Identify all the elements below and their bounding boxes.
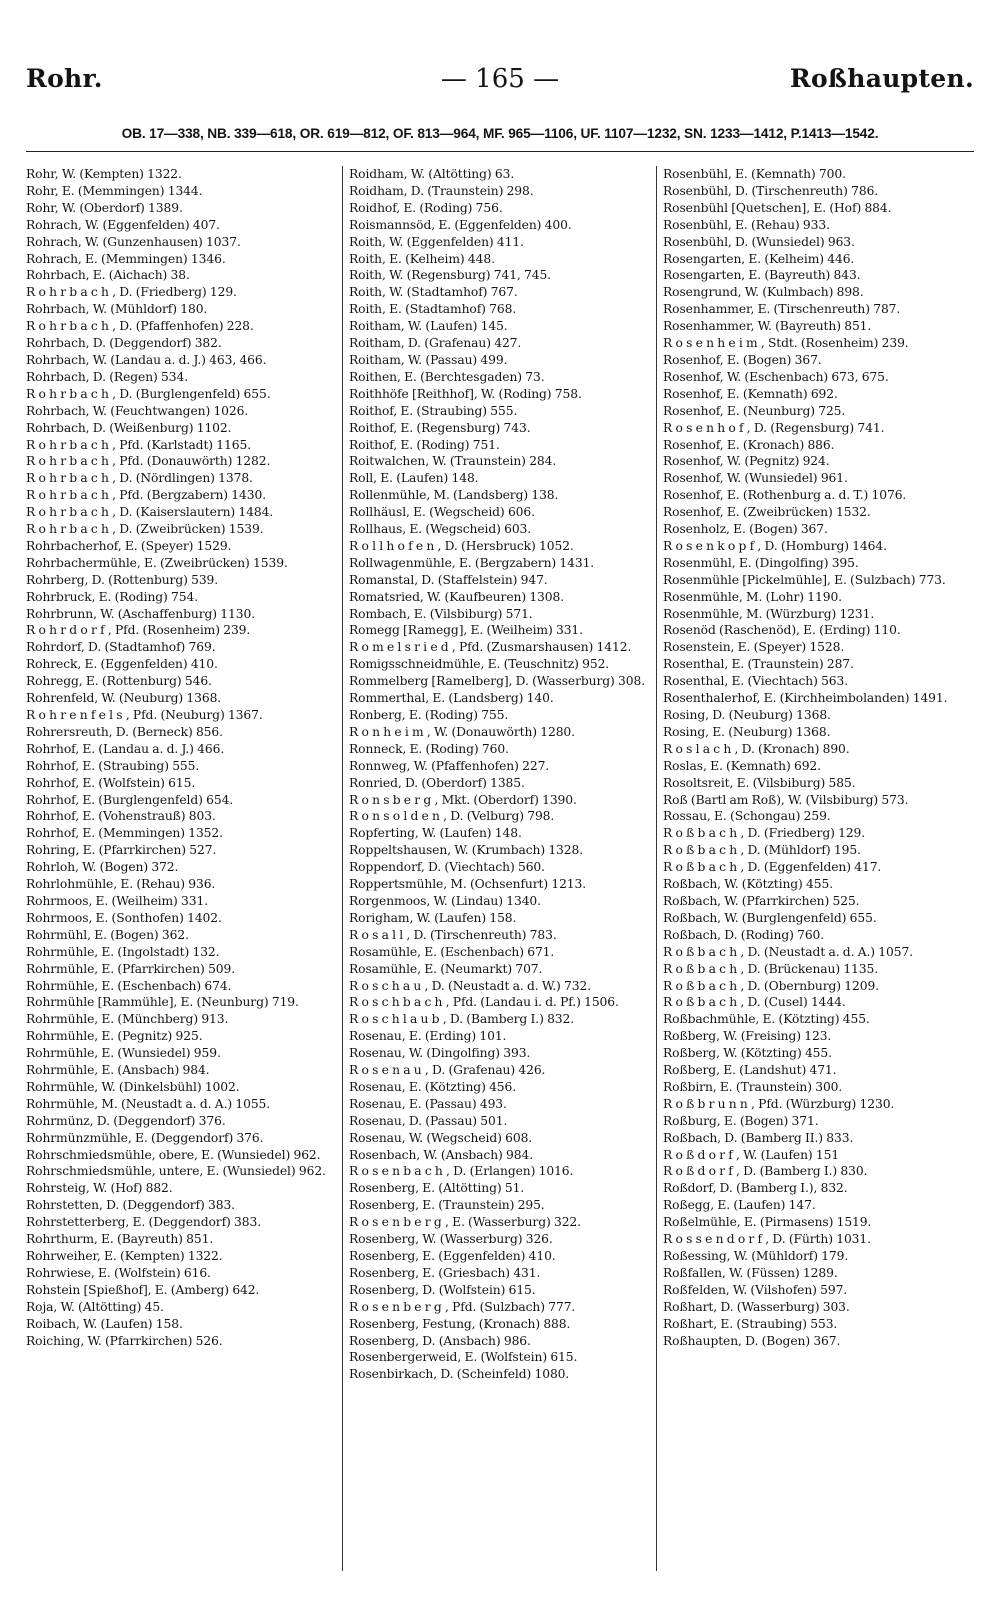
index-columns: [26, 166, 975, 1571]
index-entry: R o ß b a c h , D. (Mühldorf) 195.: [663, 843, 861, 858]
index-entry: Rohrbach, D. (Deggendorf) 382.: [26, 336, 222, 351]
index-entry: Rohrsteig, W. (Hof) 882.: [26, 1181, 173, 1196]
index-entry: Roßelmühle, E. (Pirmasens) 1519.: [663, 1215, 872, 1230]
index-entry: Rohrloh, W. (Bogen) 372.: [26, 860, 179, 875]
index-entry: Rosenthalerhof, E. (Kirchheimbolanden) 1491.: [663, 691, 948, 706]
index-entry: Rosenberg, E. (Altötting) 51.: [349, 1181, 525, 1196]
index-entry: Rosenmühl, E. (Dingolfing) 395.: [663, 555, 859, 570]
index-entry: Roppeltshausen, W. (Krumbach) 1328.: [349, 843, 584, 858]
index-entry: R o s c h a u , D. (Neustadt a. d. W.) 732.: [349, 978, 592, 993]
index-entry: Rosenmühle [Pickelmühle], E. (Sulzbach) 773.: [663, 572, 946, 587]
index-entry: Roßbach, W. (Pfarrkirchen) 525.: [663, 893, 860, 908]
index-entry: Rosoltsreit, E. (Vilsbiburg) 585.: [663, 775, 856, 790]
index-entry: Rosenberg, W. (Wasserburg) 326.: [349, 1232, 553, 1247]
index-entry: Rollwagenmühle, E. (Bergzabern) 1431.: [349, 555, 595, 570]
index-entry: Rosamühle, E. (Neumarkt) 707.: [349, 961, 543, 976]
index-entry: Rosenhof, E. (Rothenburg a. d. T.) 1076.: [663, 488, 907, 503]
index-entry: Rohrhof, E. (Straubing) 555.: [26, 758, 200, 773]
index-entry: Rosenberg, Festung, (Kronach) 888.: [349, 1316, 571, 1331]
index-entry: Roßhaupten, D. (Bogen) 367.: [663, 1333, 841, 1348]
index-entry: Rohrberg, D. (Rottenburg) 539.: [26, 572, 219, 587]
index-entry: Ronnweg, W. (Pfaffenhofen) 227.: [349, 758, 550, 773]
index-entry: R o h r b a c h , D. (Pfaffenhofen) 228.: [26, 319, 254, 334]
index-entry: Roismannsöd, E. (Eggenfelden) 400.: [349, 217, 572, 232]
index-entry: Rosenthal, E. (Viechtach) 563.: [663, 674, 849, 689]
index-entry: Roßbach, D. (Roding) 760.: [663, 927, 825, 942]
index-entry: Roßfallen, W. (Füssen) 1289.: [663, 1265, 838, 1280]
index-entry: Rorigham, W. (Laufen) 158.: [349, 910, 517, 925]
index-entry: Roslas, E. (Kemnath) 692.: [663, 758, 821, 773]
index-entry: Rohrstetterberg, E. (Deggendorf) 383.: [26, 1215, 262, 1230]
index-entry: Roitham, D. (Grafenau) 427.: [349, 336, 522, 351]
index-entry: Rohrbrunn, W. (Aschaffenburg) 1130.: [26, 606, 255, 621]
index-entry: Rosenbergerweid, E. (Wolfstein) 615.: [349, 1350, 578, 1365]
index-entry: Rosenstein, E. (Speyer) 1528.: [663, 640, 845, 655]
index-entry: Rohrweiher, E. (Kempten) 1322.: [26, 1249, 223, 1263]
index-entry: Roith, E. (Kelheim) 448.: [349, 251, 495, 266]
index-entry: Roßbirn, E. (Traunstein) 300.: [663, 1079, 843, 1094]
index-entry: Rosenbühl, E. (Kemnath) 700.: [663, 167, 846, 181]
index-entry: Rosenbühl, D. (Tirschenreuth) 786.: [663, 183, 879, 198]
index-entry: Roithen, E. (Berchtesgaden) 73.: [349, 369, 545, 384]
index-entry: R o h r b a c h , D. (Friedberg) 129.: [26, 285, 237, 300]
index-entry: R o s e n k o p f , D. (Homburg) 1464.: [663, 538, 887, 553]
index-entry: Roppertsmühle, M. (Ochsenfurt) 1213.: [349, 877, 587, 892]
header-rule: [26, 151, 974, 152]
index-entry: Roith, W. (Stadtamhof) 767.: [349, 285, 518, 300]
index-entry: R o ß b a c h , D. (Neustadt a. d. A.) 1057.: [663, 944, 914, 959]
index-entry: Rosenhof, E. (Neunburg) 725.: [663, 403, 846, 418]
index-entry: Rohrbach, D. (Regen) 534.: [26, 369, 189, 384]
index-entry: Rosenhof, E. (Kronach) 886.: [663, 437, 835, 452]
index-entry: Roßdorf, D. (Bamberg I.), 832.: [663, 1181, 848, 1196]
index-entry: Roith, W. (Eggenfelden) 411.: [349, 234, 524, 249]
index-entry: Roja, W. (Altötting) 45.: [26, 1299, 164, 1314]
page-header: [26, 64, 974, 104]
index-entry: R o s e n h e i m , Stdt. (Rosenheim) 239.: [663, 336, 909, 351]
index-entry: Rosenau, D. (Passau) 501.: [349, 1113, 508, 1128]
index-entry: Roithof, E. (Straubing) 555.: [349, 403, 518, 418]
index-entry: Rohrmoos, E. (Weilheim) 331.: [26, 893, 209, 908]
index-entry: Rosenau, W. (Wegscheid) 608.: [349, 1130, 533, 1145]
index-entry: Rohrwiese, E. (Wolfstein) 616.: [26, 1265, 211, 1280]
index-entry: Rohrbach, D. (Weißenburg) 1102.: [26, 420, 232, 435]
index-entry: Rohr, W. (Kempten) 1322.: [26, 167, 182, 181]
index-entry: Roidhof, E. (Roding) 756.: [349, 200, 503, 215]
index-entry: R o n s b e r g , Mkt. (Oberdorf) 1390.: [349, 792, 577, 807]
index-entry: Rohrmühle, E. (Wunsiedel) 959.: [26, 1046, 221, 1061]
index-entry: Rohrmühle, E. (Eschenbach) 674.: [26, 978, 232, 993]
index-entry: R o ß b a c h , D. (Brückenau) 1135.: [663, 961, 879, 976]
index-entry: Rosenbühl [Quetschen], E. (Hof) 884.: [663, 200, 892, 215]
index-entry: R o ß b r u n n , Pfd. (Würzburg) 1230.: [663, 1096, 895, 1111]
index-entry: Rohrstetten, D. (Deggendorf) 383.: [26, 1198, 235, 1213]
index-entry: Rohreck, E. (Eggenfelden) 410.: [26, 657, 218, 672]
index-entry: Rombach, E. (Vilsbiburg) 571.: [349, 606, 533, 621]
index-entry: R o s c h b a c h , Pfd. (Landau i. d. Pf.) 1506.: [349, 995, 619, 1010]
index-entry: Roßberg, E. (Landshut) 471.: [663, 1063, 837, 1078]
index-entry: Rommerthal, E. (Landsberg) 140.: [349, 691, 554, 706]
index-entry: Rohrbach, W. (Mühldorf) 180.: [26, 302, 208, 317]
index-entry: R o ß b a c h , D. (Obernburg) 1209.: [663, 978, 879, 993]
index-entry: Rosenbühl, D. (Wunsiedel) 963.: [663, 234, 855, 249]
index-entry: Rosenthal, E. (Traunstein) 287.: [663, 657, 854, 672]
index-entry: Roßbachmühle, E. (Kötzting) 455.: [663, 1012, 870, 1027]
index-entry: R o ß d o r f , D. (Bamberg I.) 830.: [663, 1164, 868, 1179]
index-entry: Rohrbachermühle, E. (Zweibrücken) 1539.: [26, 555, 288, 570]
index-entry: Rohrhof, E. (Vohenstrauß) 803.: [26, 809, 216, 824]
running-head-right: Roßhaupten.: [789, 64, 974, 93]
index-entry: R o s c h l a u b , D. (Bamberg I.) 832.: [349, 1012, 575, 1027]
index-entry: Rohrenfeld, W. (Neuburg) 1368.: [26, 691, 222, 706]
index-entry: Roitham, W. (Laufen) 145.: [349, 319, 508, 334]
index-entry: Rohrhof, E. (Wolfstein) 615.: [26, 775, 196, 790]
index-entry: Roßhart, D. (Wasserburg) 303.: [663, 1299, 850, 1314]
index-entry: Rollhäusl, E. (Wegscheid) 606.: [349, 505, 535, 520]
index-entry: Rohrschmiedsmühle, untere, E. (Wunsiedel) 962.: [26, 1164, 326, 1179]
index-entry: Rosenhof, E. (Zweibrücken) 1532.: [663, 505, 871, 520]
index-entry: Rohrdorf, D. (Stadtamhof) 769.: [26, 640, 216, 655]
index-entry: Rohrmühle, E. (Pegnitz) 925.: [26, 1029, 203, 1044]
index-entry: R o s l a c h , D. (Kronach) 890.: [663, 741, 850, 756]
column-3: [656, 166, 975, 1571]
index-entry: Rosengarten, E. (Bayreuth) 843.: [663, 268, 861, 283]
index-entry: Rohrmühle, M. (Neustadt a. d. A.) 1055.: [26, 1096, 271, 1111]
index-entry: Rohrmünz, D. (Deggendorf) 376.: [26, 1113, 226, 1128]
index-entry: Rohrmühle, E. (Ingolstadt) 132.: [26, 944, 220, 959]
index-entry: R o s a l l , D. (Tirschenreuth) 783.: [349, 927, 557, 942]
index-entry: Rosenhof, W. (Eschenbach) 673, 675.: [663, 369, 889, 384]
index-entry: R o h r b a c h , Pfd. (Karlstadt) 1165.: [26, 437, 252, 452]
index-entry: R o h r b a c h , D. (Burglengenfeld) 655.: [26, 386, 271, 401]
index-entry: Rohrmühle, E. (Pfarrkirchen) 509.: [26, 961, 236, 976]
index-entry: Rosenau, E. (Erding) 101.: [349, 1029, 507, 1044]
district-abbreviations: OB. 17—338, NB. 339—618, OR. 619—812, OF. 813—964, MF. 965—1106, UF. 1107—1232, SN. 1233—1412, P.1413—1542.: [121, 126, 879, 141]
index-entry: R o n s o l d e n , D. (Velburg) 798.: [349, 809, 555, 824]
index-entry: Rosenhammer, E. (Tirschenreuth) 787.: [663, 302, 901, 317]
index-entry: Roßbach, D. (Bamberg II.) 833.: [663, 1130, 854, 1145]
index-entry: Rosing, D. (Neuburg) 1368.: [663, 708, 831, 722]
index-entry: Rohrlohmühle, E. (Rehau) 936.: [26, 877, 216, 892]
index-entry: R o h r e n f e l s , Pfd. (Neuburg) 1367.: [26, 708, 263, 722]
index-entry: Rohrbruck, E. (Roding) 754.: [26, 589, 199, 604]
index-entry: Rohregg, E. (Rottenburg) 546.: [26, 674, 212, 689]
index-entry: Rosenhof, W. (Pegnitz) 924.: [663, 454, 830, 469]
index-entry: Rosenau, E. (Passau) 493.: [349, 1096, 507, 1111]
index-entry: Rohrschmiedsmühle, obere, E. (Wunsiedel) 962.: [26, 1147, 321, 1162]
index-entry: Rosenberg, D. (Ansbach) 986.: [349, 1333, 531, 1348]
index-entry: Roidham, D. (Traunstein) 298.: [349, 183, 534, 198]
index-entry: Roidham, W. (Altötting) 63.: [349, 167, 515, 181]
index-entry: Rosamühle, E. (Eschenbach) 671.: [349, 944, 555, 959]
index-entry: Roßberg, W. (Kötzting) 455.: [663, 1046, 832, 1061]
index-entry: R o n h e i m , W. (Donauwörth) 1280.: [349, 724, 575, 739]
index-entry: Rohrthurm, E. (Bayreuth) 851.: [26, 1232, 214, 1247]
index-entry: Rorgenmoos, W. (Lindau) 1340.: [349, 893, 541, 908]
index-entry: R o s s e n d o r f , D. (Fürth) 1031.: [663, 1232, 871, 1247]
index-entry: R o s e n b e r g , E. (Wasserburg) 322.: [349, 1215, 581, 1230]
index-entry: R o ß b a c h , D. (Friedberg) 129.: [663, 826, 866, 841]
index-entry: Rohrbacherhof, E. (Speyer) 1529.: [26, 538, 232, 553]
index-entry: R o h r b a c h , Pfd. (Bergzabern) 1430.: [26, 488, 267, 503]
index-entry: Rosenbühl, E. (Rehau) 933.: [663, 217, 830, 232]
index-entry: R o ß b a c h , D. (Eggenfelden) 417.: [663, 860, 882, 875]
index-entry: Ronberg, E. (Roding) 755.: [349, 708, 509, 722]
index-entry: R o h r b a c h , D. (Nördlingen) 1378.: [26, 471, 253, 486]
index-entry: R o s e n b a c h , D. (Erlangen) 1016.: [349, 1164, 574, 1179]
index-entry: R o ß d o r f , W. (Laufen) 151: [663, 1147, 840, 1162]
index-entry: Rossau, E. (Schongau) 259.: [663, 809, 831, 824]
index-entry: R o s e n b e r g , Pfd. (Sulzbach) 777.: [349, 1299, 576, 1314]
index-entry: Rosenau, E. (Kötzting) 456.: [349, 1079, 517, 1094]
index-entry: Rosenberg, E. (Eggenfelden) 410.: [349, 1249, 556, 1263]
index-entry: Romanstal, D. (Staffelstein) 947.: [349, 572, 548, 587]
index-entry: Roithof, E. (Regensburg) 743.: [349, 420, 531, 435]
index-entry: Roith, W. (Regensburg) 741, 745.: [349, 268, 552, 283]
index-entry: Romegg [Ramegg], E. (Weilheim) 331.: [349, 623, 583, 638]
index-entry: Rohrbach, W. (Feuchtwangen) 1026.: [26, 403, 249, 418]
index-entry: Rosengarten, E. (Kelheim) 446.: [663, 251, 855, 266]
index-entry: Roßbach, W. (Kötzting) 455.: [663, 877, 834, 892]
index-entry: Rohstein [Spießhof], E. (Amberg) 642.: [26, 1282, 260, 1297]
index-entry: Roithhöfe [Reithhof], W. (Roding) 758.: [349, 386, 582, 401]
index-entry: R o h r b a c h , D. (Zweibrücken) 1539.: [26, 522, 264, 537]
index-entry: Rosenholz, E. (Bogen) 367.: [663, 522, 828, 537]
index-entry: Roßburg, E. (Bogen) 371.: [663, 1113, 819, 1128]
index-entry: Roßessing, W. (Mühldorf) 179.: [663, 1249, 849, 1263]
index-entry: Rosenöd (Raschenöd), E. (Erding) 110.: [663, 623, 901, 638]
running-head-left: Rohr.: [26, 64, 103, 93]
index-entry: R o h r d o r f , Pfd. (Rosenheim) 239.: [26, 623, 251, 638]
index-entry: Rohr, W. (Oberdorf) 1389.: [26, 200, 183, 215]
index-entry: Rohrmoos, E. (Sonthofen) 1402.: [26, 910, 222, 925]
index-entry: R o l l h o f e n , D. (Hersbruck) 1052.: [349, 538, 574, 553]
index-entry: Roll, E. (Laufen) 148.: [349, 471, 479, 486]
index-entry: R o h r b a c h , Pfd. (Donauwörth) 1282.: [26, 454, 271, 469]
index-entry: Roitwalchen, W. (Traunstein) 284.: [349, 454, 557, 469]
index-entry: Rosenberg, E. (Traunstein) 295.: [349, 1198, 545, 1213]
index-entry: Rohrhof, E. (Landau a. d. J.) 466.: [26, 741, 225, 756]
index-entry: Rohrbach, E. (Aichach) 38.: [26, 268, 190, 283]
index-entry: R o h r b a c h , D. (Kaiserslautern) 1484.: [26, 505, 274, 520]
index-entry: Roitham, W. (Passau) 499.: [349, 352, 508, 367]
index-entry: R o s e n h o f , D. (Regensburg) 741.: [663, 420, 885, 435]
index-entry: Rohrmühl, E. (Bogen) 362.: [26, 927, 189, 942]
index-entry: Rollhaus, E. (Wegscheid) 603.: [349, 522, 532, 537]
index-entry: Roppendorf, D. (Viechtach) 560.: [349, 860, 545, 875]
index-entry: Rommelberg [Ramelberg], D. (Wasserburg) 308.: [349, 674, 645, 689]
index-entry: Roith, E. (Stadtamhof) 768.: [349, 302, 517, 317]
index-entry: Roß (Bartl am Roß), W. (Vilsbiburg) 573.: [663, 792, 909, 807]
index-entry: Rosenberg, E. (Griesbach) 431.: [349, 1265, 541, 1280]
index-entry: Roßberg, W. (Freising) 123.: [663, 1029, 832, 1044]
index-entry: Rohrmühle, E. (Ansbach) 984.: [26, 1063, 210, 1078]
index-entry: Rosengrund, W. (Kulmbach) 898.: [663, 285, 864, 300]
index-entry: R o ß b a c h , D. (Cusel) 1444.: [663, 995, 846, 1010]
index-entry: Ronneck, E. (Roding) 760.: [349, 741, 509, 756]
index-entry: Rosenmühle, M. (Würzburg) 1231.: [663, 606, 875, 621]
index-entry: Roßhart, E. (Straubing) 553.: [663, 1316, 838, 1331]
index-entry: Rohrmünzmühle, E. (Deggendorf) 376.: [26, 1130, 264, 1145]
index-entry: R o s e n a u , D. (Grafenau) 426.: [349, 1063, 546, 1078]
index-entry: Rohrach, W. (Eggenfelden) 407.: [26, 217, 220, 232]
index-entry: Rosenhammer, W. (Bayreuth) 851.: [663, 319, 872, 334]
column-2: [342, 166, 651, 1571]
index-entry: Rohrach, W. (Gunzenhausen) 1037.: [26, 234, 241, 249]
index-entry: Rohrmühle, E. (Münchberg) 913.: [26, 1012, 229, 1027]
index-entry: R o m e l s r i e d , Pfd. (Zusmarshausen) 1412.: [349, 640, 632, 655]
index-entry: Rohrhof, E. (Burglengenfeld) 654.: [26, 792, 234, 807]
index-entry: Rohr, E. (Memmingen) 1344.: [26, 183, 203, 198]
index-entry: Rosenhof, W. (Wunsiedel) 961.: [663, 471, 848, 486]
index-entry: Rohring, E. (Pfarrkirchen) 527.: [26, 843, 217, 858]
index-entry: Rollenmühle, M. (Landsberg) 138.: [349, 488, 559, 503]
index-entry: Roiching, W. (Pfarrkirchen) 526.: [26, 1333, 223, 1348]
index-entry: Rosenhof, E. (Kemnath) 692.: [663, 386, 838, 401]
index-entry: Rosing, E. (Neuburg) 1368.: [663, 724, 831, 739]
index-entry: Rohrhof, E. (Memmingen) 1352.: [26, 826, 223, 841]
index-entry: Rohrbach, W. (Landau a. d. J.) 463, 466.: [26, 352, 267, 367]
index-entry: Rosenbirkach, D. (Scheinfeld) 1080.: [349, 1367, 570, 1382]
column-1: [26, 166, 334, 1571]
index-entry: Roibach, W. (Laufen) 158.: [26, 1316, 183, 1331]
index-entry: Rosenhof, E. (Bogen) 367.: [663, 352, 822, 367]
index-entry: Ronried, D. (Oberdorf) 1385.: [349, 775, 525, 790]
index-entry: Rohrersreuth, D. (Berneck) 856.: [26, 724, 223, 739]
index-entry: Rosenbach, W. (Ansbach) 984.: [349, 1147, 534, 1162]
index-entry: Roßbach, W. (Burglengenfeld) 655.: [663, 910, 877, 925]
index-entry: Roßfelden, W. (Vilshofen) 597.: [663, 1282, 848, 1297]
index-entry: Rohrmühle [Rammühle], E. (Neunburg) 719.: [26, 995, 299, 1010]
index-entry: Rohrmühle, W. (Dinkelsbühl) 1002.: [26, 1079, 240, 1094]
index-entry: Rohrach, E. (Memmingen) 1346.: [26, 251, 226, 266]
index-entry: Roßegg, E. (Laufen) 147.: [663, 1198, 816, 1213]
page-number: — 165 —: [440, 64, 560, 94]
index-entry: Rosenberg, D. (Wolfstein) 615.: [349, 1282, 536, 1297]
index-entry: Rosenmühle, M. (Lohr) 1190.: [663, 589, 842, 604]
index-entry: Romatsried, W. (Kaufbeuren) 1308.: [349, 589, 565, 604]
index-entry: Roithof, E. (Roding) 751.: [349, 437, 500, 452]
index-entry: Rosenau, W. (Dingolfing) 393.: [349, 1046, 531, 1061]
index-entry: Ropferting, W. (Laufen) 148.: [349, 826, 522, 841]
index-entry: Romigsschneidmühle, E. (Teuschnitz) 952.: [349, 657, 610, 672]
